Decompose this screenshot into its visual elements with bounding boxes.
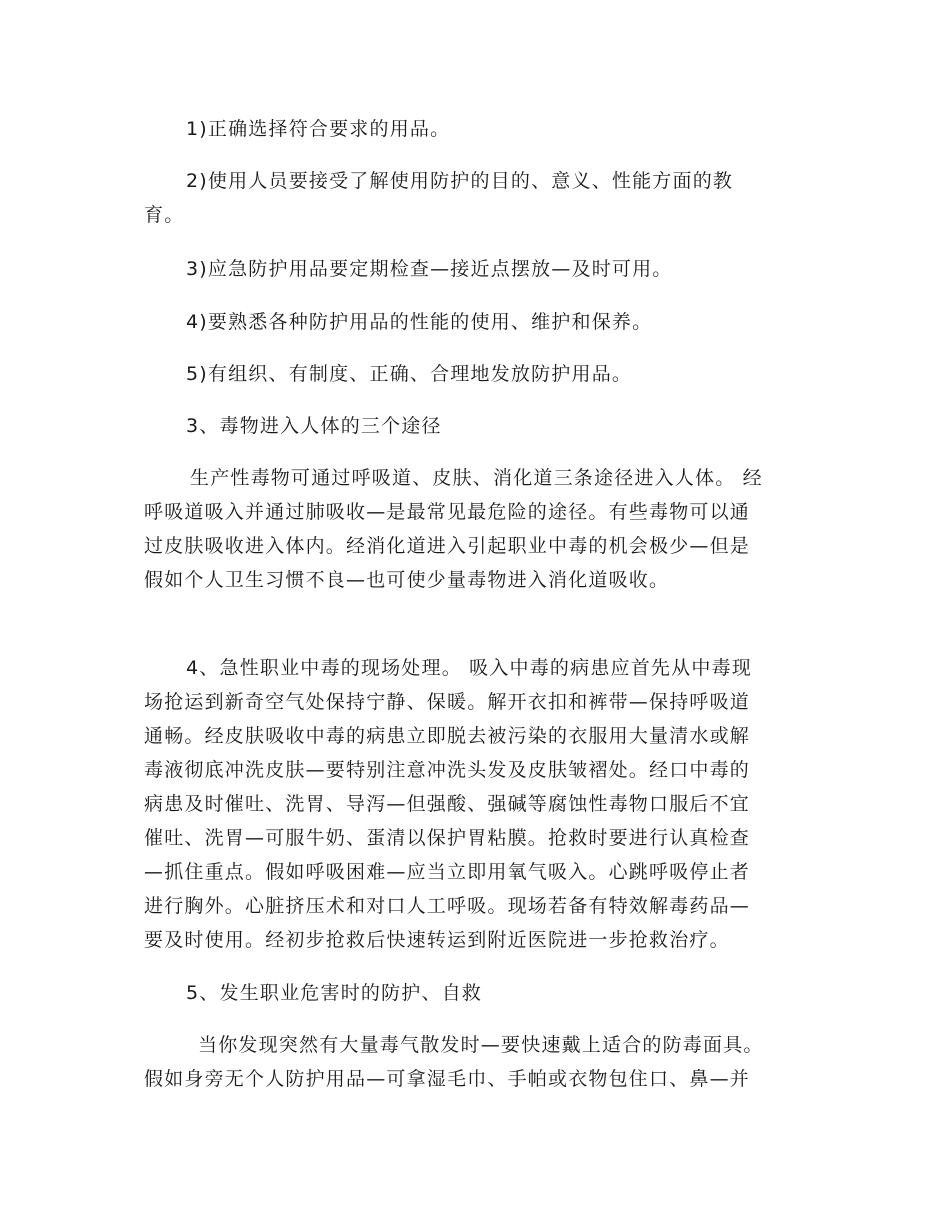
text-line: 通畅。经皮肤吸收中毒的病患立即脱去被污染的衣服用大量清水或解	[144, 725, 751, 747]
section-heading-3	[144, 409, 806, 443]
text-line: 5、发生职业危害时的防护、自救	[186, 982, 483, 1004]
list-item-4	[144, 305, 806, 339]
list-item-2	[144, 164, 806, 232]
text-line: 进行胸外。心脏挤压术和对口人工呼吸。现场若备有特效解毒药品—	[144, 895, 751, 917]
text-line: 3、毒物进入人体的三个途径	[186, 415, 442, 437]
text-line: 当你发现突然有大量毒气散发时—要快速戴上适合的防毒面具。	[198, 1034, 764, 1056]
paragraph-acute-poisoning	[144, 651, 806, 957]
list-item-5	[144, 357, 806, 391]
text-line: 过皮肤吸收进入体内。经消化道进入引起职业中毒的机会极少—但是	[144, 535, 751, 557]
list-item-1	[144, 112, 806, 146]
text-line: 生产性毒物可通过呼吸道、皮肤、消化道三条途径进入人体。 经	[190, 467, 763, 489]
text-line: 3)应急防护用品要定期检查—接近点摆放—及时可用。	[186, 258, 673, 280]
text-line: 要及时使用。经初步抢救后快速转运到附近医院进一步抢救治疗。	[144, 929, 730, 951]
text-line: 场抢运到新奇空气处保持宁静、保暖。解开衣扣和裤带—保持呼吸道	[144, 691, 751, 713]
section-heading-5	[144, 976, 806, 1010]
text-line: 毒液彻底冲洗皮肤—要特别注意冲洗头发及皮肤皱褶处。经口中毒的	[144, 759, 751, 781]
text-line: 4、急性职业中毒的现场处理。 吸入中毒的病患应首先从中毒现	[186, 657, 752, 679]
text-line: 5)有组织、有制度、正确、合理地发放防护用品。	[186, 363, 633, 385]
list-item-3	[144, 252, 806, 286]
text-line: 呼吸道吸入并通过肺吸收—是最常见最危险的途径。有些毒物可以通	[144, 501, 751, 523]
text-line: 病患及时催吐、洗胃、导泻—但强酸、强碱等腐蚀性毒物口服后不宜	[144, 793, 751, 815]
text-line: 假如个人卫生习惯不良—也可使少量毒物进入消化道吸收。	[144, 569, 670, 591]
text-line: 假如身旁无个人防护用品—可拿湿毛巾、手帕或衣物包住口、鼻—并	[144, 1068, 751, 1090]
text-line: 1)正确选择符合要求的用品。	[186, 118, 451, 140]
text-line: 2)使用人员要接受了解使用防护的目的、意义、性能方面的教	[186, 170, 734, 192]
paragraph-toxin-routes	[144, 461, 806, 597]
paragraph-self-rescue	[144, 1028, 806, 1096]
text-line: 4)要熟悉各种防护用品的性能的使用、维护和保养。	[186, 311, 653, 333]
text-line: 育。	[144, 204, 185, 226]
text-line: —抓住重点。假如呼吸困难—应当立即用氧气吸入。心跳呼吸停止者	[144, 861, 751, 883]
text-line: 催吐、洗胃—可服牛奶、蛋清以保护胃粘膜。抢救时要进行认真检查	[144, 827, 751, 849]
